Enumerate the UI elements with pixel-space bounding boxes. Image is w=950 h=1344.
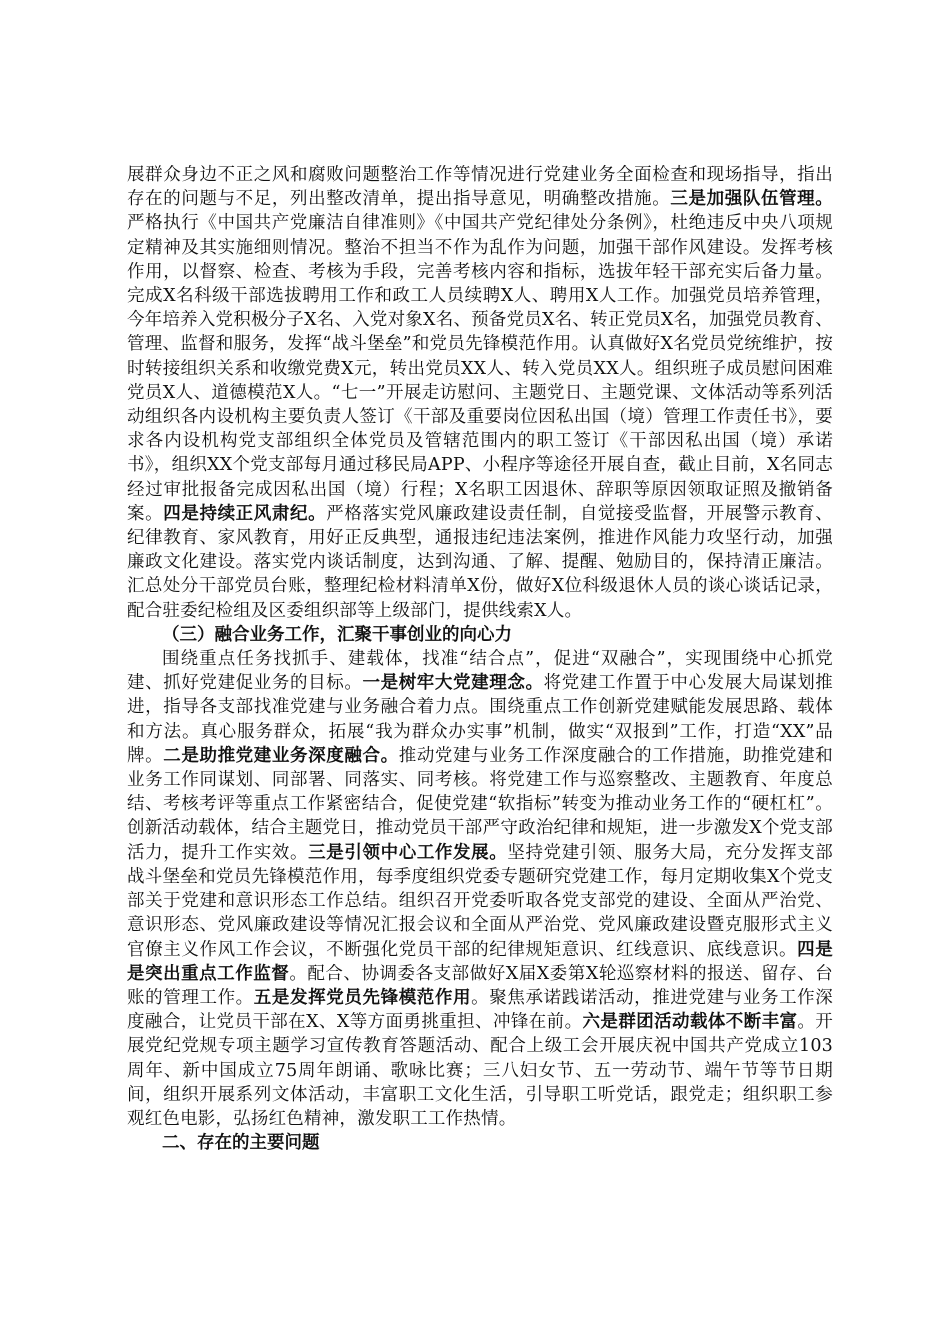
- paragraph-text: 推动党建与业务工作深度融合的工作措施，助推党建和业务工作同谋划、同部署、同落实、同考核。将党建工作与巡察整改、主题教育、年度总结、考核考评等重点工作紧密结合，促使党建“软指标”转变为推动业务工作的“硬杠杠”。创新活动载体，结合主题党日，推动党员干部严守政治纪律和规矩，进一步激发X个党支部活力，提升工作实效。: [127, 745, 833, 863]
- paragraph-text: 。开展党纪党规专项主题学习宣传教育答题活动、配合上级工会开展庆祝中国共产党成立103周年、新中国成立75周年朗诵、歌咏比赛；三八妇女节、五一劳动节、端午节等节日期间，组织开展系列文体活动，丰富职工文化生活，引导职工听党话，跟党走；组织职工参观红色电影，弘扬红色精神，激发职工工作热情。: [127, 1012, 833, 1129]
- paragraph-text: 严格执行《中国共产党廉洁自律准则》《中国共产党纪律处分条例》，杜绝违反中央八项规定精神及其实施细则情况。整治不担当不作为乱作为问题，加强干部作风建设。发挥考核作用，以督察、检查、考核为手段，完善考核内容和指标，选拔年轻干部充实后备力量。完成X名科级干部选拔聘用工作和政工人员续聘X人、聘用X人工作。加强党员培养管理，今年培养入党积极分子X名、入党对象X名、预备党员X名、转正党员X名，加强党员教育、管理、监督和服务，发挥“战斗堡垒”和党员先锋模范作用。认真做好X名党员党统维护，按时转接组织关系和收缴党费X元，转出党员XX人、转入党员XX人。组织班子成员慰问困难党员X人、道德模范X人。“七一”开展走访慰问、主题党日、主题党课、文体活动等系列活动组织各内设机构主要负责人签订《干部及重要岗位因私出国（境）管理工作责任书》，要求各内设机构党支部组织全体党员及管辖范围内的职工签订《干部因私出国（境）承诺书》，组织XX个党支部每月通过移民局APP、小程序等途径开展自查，截止目前，X名同志经过审批报备完成因私出国（境）行程；X名职工因退休、辞职等原因领取证照及撤销备案。: [127, 213, 833, 524]
- bold-key-point: 四是是突出重点工作监督: [127, 939, 833, 984]
- bold-key-point: 三是引领中心工作发展。: [308, 842, 508, 863]
- paragraph-text: 坚持党建引领、服务大局，充分发挥支部战斗堡垒和党员先锋模范作用，每季度组织党委专题研究党建工作，每月定期收集X个党支部关于党建和意识形态工作总结。组织召开党委听取各党支部党的建设、全面从严治党、意识形态、党风廉政建设等情况汇报会议和全面从严治党、党风廉政建设暨克服形式主义官僚主义作风工作会议，不断强化党员干部的纪律规矩意识、红线意识、底线意识。: [127, 842, 834, 960]
- paragraph-text: 。配合、协调委各支部做好X届X委第X轮巡察材料的报送、留存、台账的管理工作。: [127, 963, 833, 1008]
- bold-key-point: 五是发挥党员先锋模范作用: [253, 987, 472, 1008]
- paragraph-text: 严格落实党风廉政建设责任制，自觉接受监督，开展警示教育、纪律教育、家风教育，用好正反典型，通报违纪违法案例，推进作风能力攻坚行动，加强廉政文化建设。落实党内谈话制度，达到沟通、了解、提醒、勉励目的，保持清正廉洁。汇总处分干部党员台账，整理纪检材料清单X份，做好X位科级退休人员的谈心谈话记录，配合驻委纪检组及区委组织部等上级部门，提供线索X人。: [127, 503, 833, 621]
- paragraph-text: 围绕重点任务找抓手、建载体，找准“结合点”，促进“双融合”，实现围绕中心抓党建、抓好党建促业务的目标。: [127, 649, 833, 694]
- paragraph-text: 。聚焦承诺践诺活动，推进党建与业务工作深度融合，让党员干部在X、X等方面勇挑重担、冲锋在前。: [127, 987, 833, 1033]
- document-body: [127, 163, 833, 1155]
- bold-key-point: 二是助推党建业务深度融合。: [163, 745, 399, 766]
- bold-key-point: 三是加强队伍管理。: [670, 189, 833, 210]
- bold-key-point: 一是树牢大党建理念。: [362, 673, 544, 694]
- section-heading-2: 二、存在的主要问题: [162, 1133, 320, 1154]
- paragraph-integration: [127, 647, 833, 1131]
- bold-key-point: 四是持续正风肃纪。: [163, 503, 327, 524]
- paragraph-text: 将党建工作置于中心发展大局谋划推进，指导各支部找准党建与业务融合着力点。围绕重点工作创新党建赋能发展思路、载体和方法。真心服务群众，拓展“我为群众办实事”机制，做实“双报到”工作，打造“XX”品牌。: [127, 673, 834, 766]
- section-heading-3: （三）融合业务工作，汇聚干事创业的向心力: [162, 624, 512, 645]
- paragraph-team-management: [127, 163, 833, 623]
- bold-key-point: 六是群团活动载体不断丰富: [582, 1012, 798, 1033]
- paragraph-text: 展群众身边不正之风和腐败问题整治工作等情况进行党建业务全面检查和现场指导，指出存在的问题与不足，列出整改清单，提出指导意见，明确整改措施。: [127, 165, 833, 210]
